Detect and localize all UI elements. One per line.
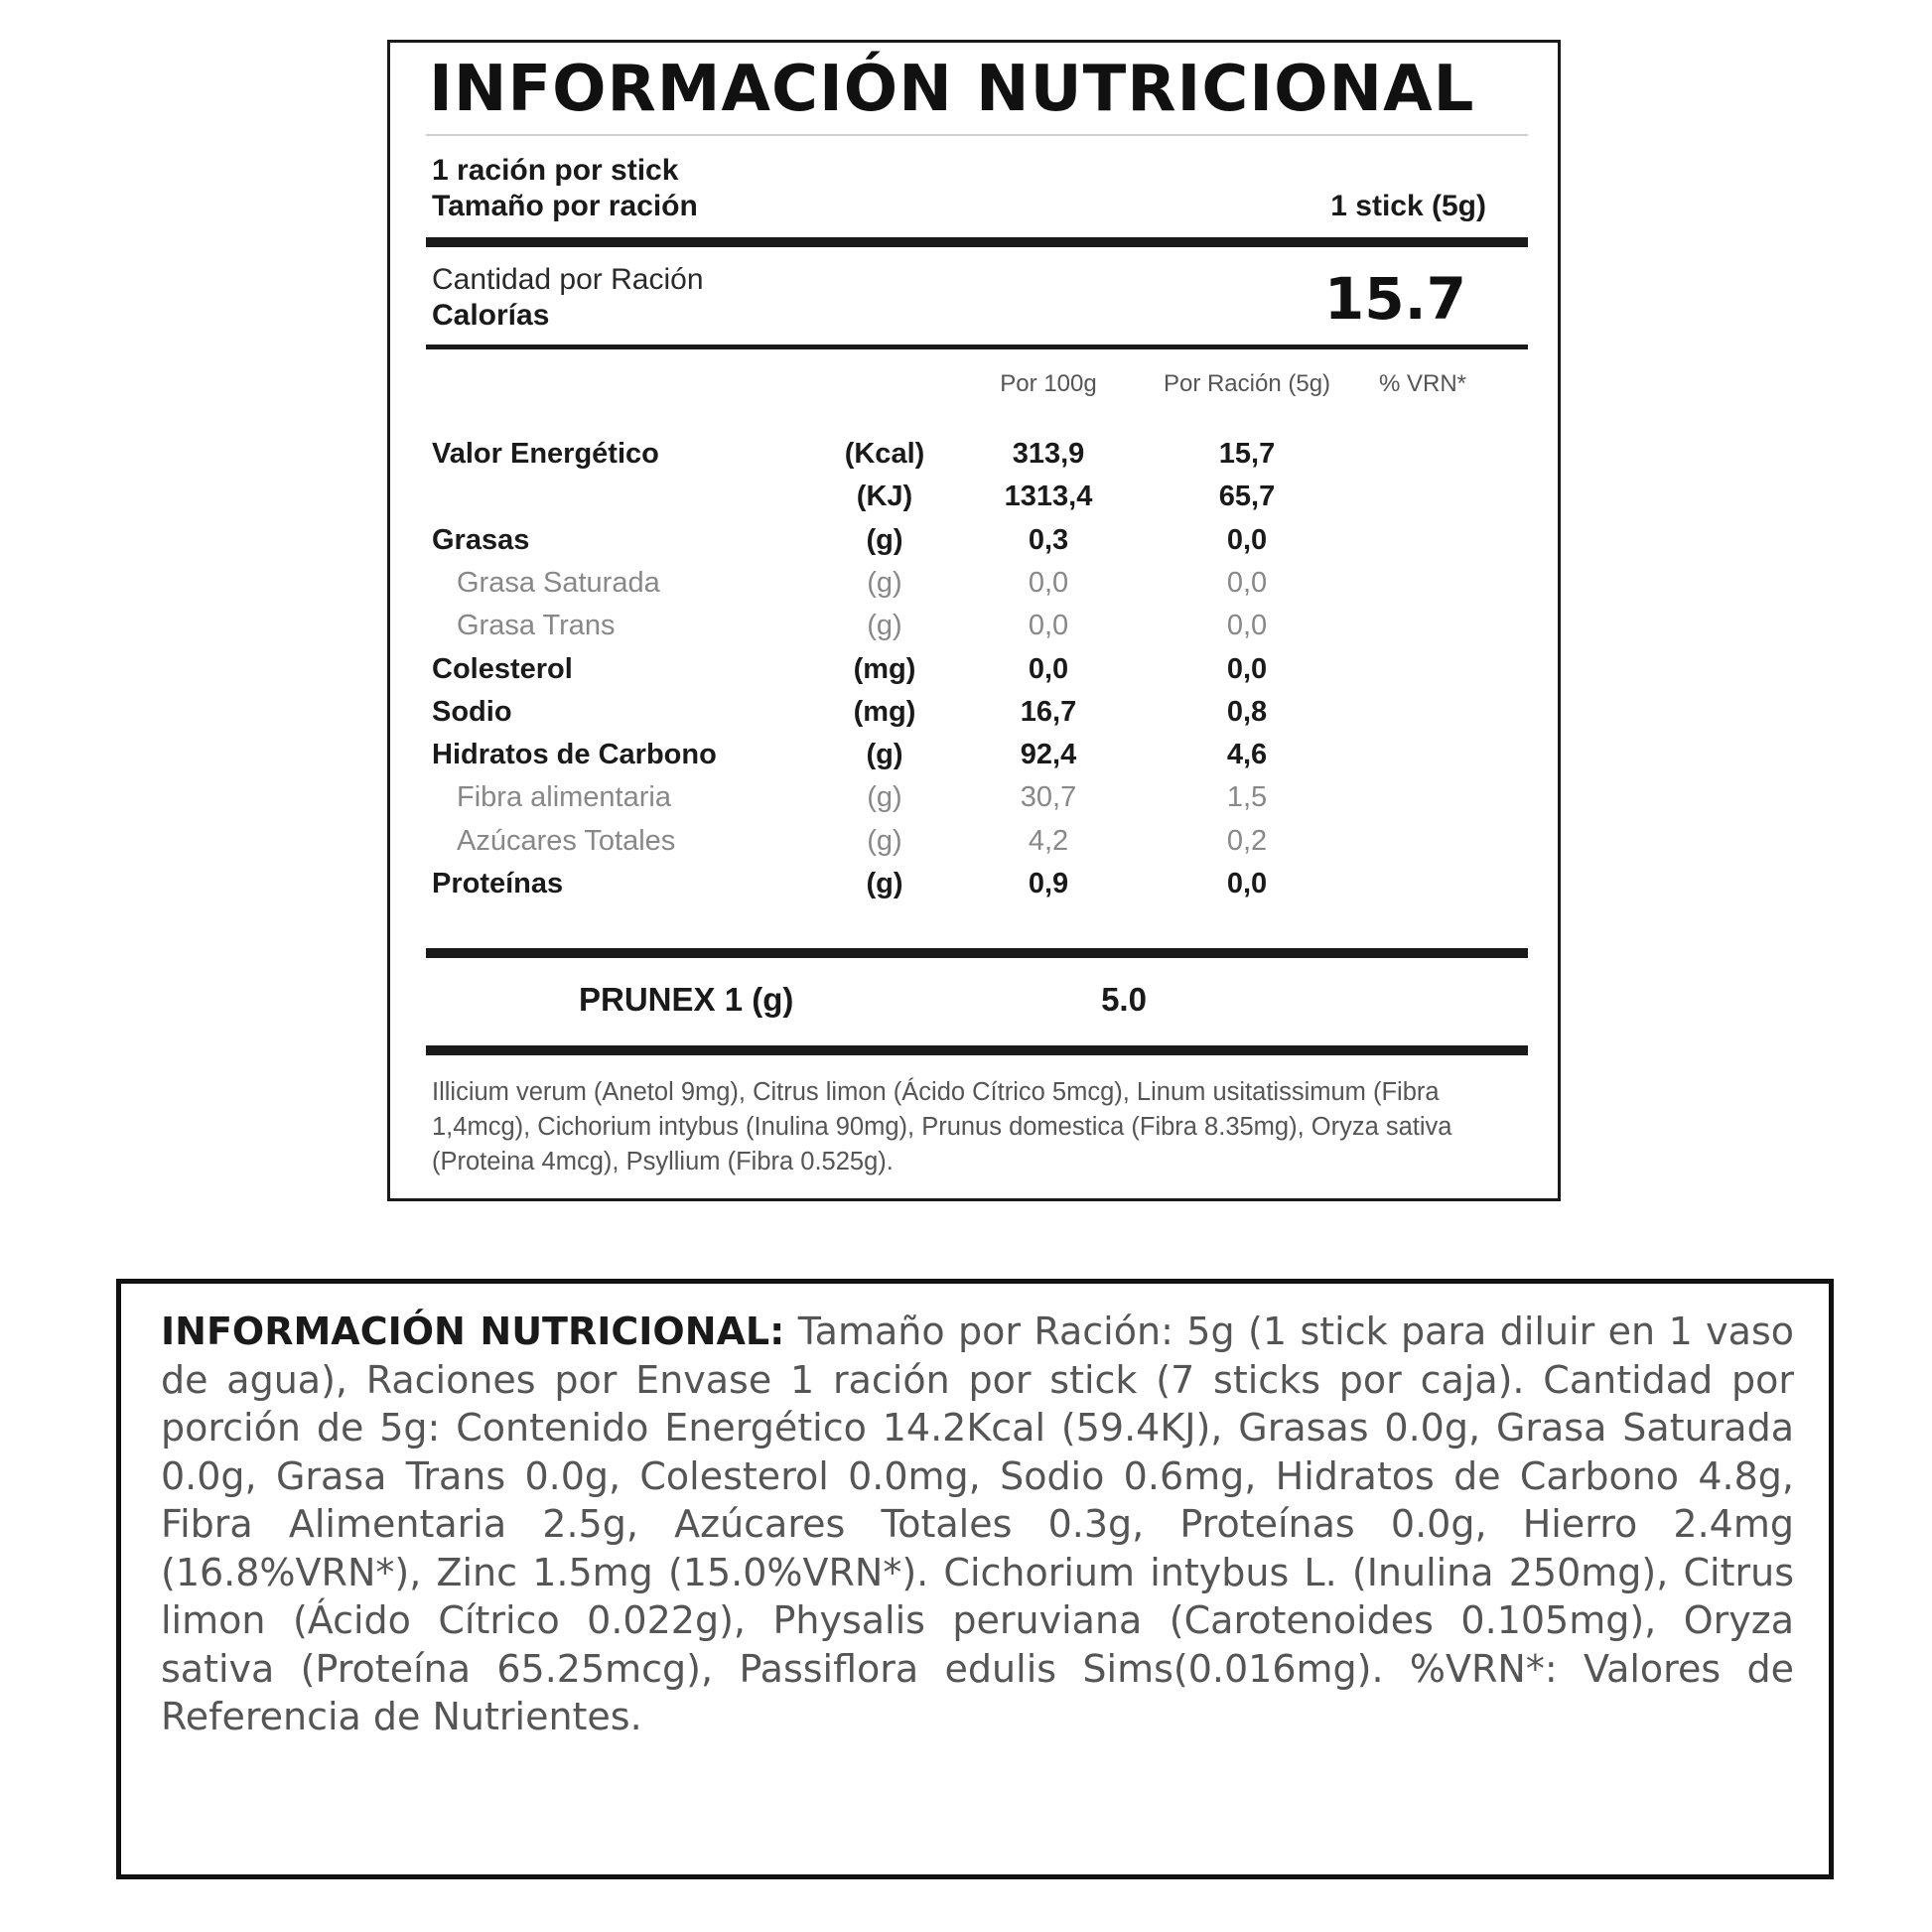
column-header-per100g: Por 100g — [1000, 370, 1097, 397]
nutrient-name: Valor Energético — [432, 438, 659, 470]
value-per-100g: 0,3 — [1028, 523, 1069, 556]
nutrient-unit: (g) — [866, 523, 903, 556]
nutrient-row — [390, 781, 1558, 821]
nutrient-unit: (g) — [867, 610, 902, 642]
serving-size-label: Tamaño por ración — [432, 190, 698, 222]
calories-divider — [426, 345, 1528, 349]
value-per-serving: 1,5 — [1226, 781, 1268, 814]
nutrient-row — [390, 825, 1558, 865]
value-per-serving: 0,0 — [1226, 652, 1268, 685]
prunex-bottom-divider — [426, 1045, 1528, 1055]
nutrient-row — [390, 481, 1558, 520]
text-box-body: Tamaño por Ración: 5g (1 stick para diluir en 1 vaso de agua), Raciones por Envase 1 ración por stick (7 sticks por caja). Cantidad por porción de 5g: Contenido Energético 14.2Kcal (59.4KJ), Grasas 0.0g, Grasa Saturada 0.0g, Grasa Trans 0.0g, Colesterol 0.0mg, Sodio 0.6mg, Hidratos de Carbono 4.8g, Fibra Alimentaria 2.5g, Azúcares Totales 0.3g, Proteínas 0.0g, Hierro 2.4mg (16.8%VRN*), Zinc 1.5mg (15.0%VRN*). Cichorium intybus L. (Inulina 250mg), Citrus limon (Ácido Cítrico 0.022g), Physalis peruviana (Carotenoides 0.105mg), Oryza sativa (Proteína 65.25mcg), Passiflora edulis Sims(0.016mg). %VRN*: Valores de Referencia de Nutrientes. — [161, 1310, 1794, 1738]
column-header-vrn: % VRN* — [1378, 370, 1467, 397]
value-per-serving: 15,7 — [1218, 438, 1276, 470]
nutrient-row — [390, 524, 1558, 564]
amount-per-serving-label: Cantidad por Ración — [432, 263, 704, 296]
value-per-serving: 0,0 — [1226, 610, 1268, 642]
nutrient-unit: (KJ) — [856, 481, 913, 513]
value-per-100g: 30,7 — [1020, 781, 1077, 814]
value-per-100g: 92,4 — [1020, 739, 1077, 771]
value-per-100g: 0,0 — [1028, 652, 1069, 685]
nutrient-name: Hidratos de Carbono — [432, 739, 717, 771]
text-box-heading: INFORMACIÓN NUTRICIONAL: — [161, 1310, 785, 1353]
nutrient-unit: (g) — [867, 566, 902, 599]
nutrient-row — [390, 653, 1558, 693]
value-per-serving: 0,0 — [1226, 868, 1268, 899]
value-per-100g: 16,7 — [1020, 695, 1077, 728]
nutrient-unit: (g) — [867, 781, 902, 814]
nutrient-row — [390, 610, 1558, 649]
nutrient-name: Grasas — [432, 523, 530, 556]
nutrient-row — [390, 438, 1558, 478]
thick-divider — [426, 237, 1528, 247]
nutrient-unit: (mg) — [853, 695, 916, 728]
value-per-serving: 65,7 — [1218, 481, 1276, 513]
nutrient-unit: (Kcal) — [844, 438, 925, 470]
value-per-serving: 0,0 — [1226, 566, 1268, 599]
nutrient-name: Fibra alimentaria — [457, 781, 671, 814]
nutrient-unit: (g) — [867, 824, 902, 857]
value-per-serving: 0,0 — [1226, 523, 1268, 556]
nutrient-unit: (g) — [866, 739, 903, 771]
value-per-serving: 4,6 — [1226, 739, 1268, 771]
nutrient-name: Proteínas — [432, 868, 564, 899]
nutrient-unit: (mg) — [853, 652, 916, 685]
nutrient-name: Azúcares Totales — [457, 824, 676, 857]
prunex-name: PRUNEX 1 (g) — [579, 981, 794, 1018]
value-per-100g: 313,9 — [1012, 438, 1085, 470]
title-divider — [426, 134, 1528, 136]
nutrient-name: Grasa Trans — [457, 610, 616, 642]
value-per-serving: 0,8 — [1226, 695, 1268, 728]
nutrient-row — [390, 868, 1558, 907]
ingredients-text: Illicium verum (Anetol 9mg), Citrus limon (Ácido Cítrico 5mcg), Linum usitatissimum (Fibra 1,4mcg), Cichorium intybus (Inulina 90mg), Prunus domestica (Fibra 8.35mg), Oryza sativa (Proteina 4mcg), Psyllium (Fibra 0.525g). — [432, 1078, 1452, 1175]
calories-value: 15.7 — [1323, 265, 1466, 333]
calories-label: Calorías — [432, 299, 550, 332]
servings-per-stick: 1 ración por stick — [432, 154, 679, 187]
value-per-100g: 0,9 — [1028, 868, 1069, 899]
nutrient-row — [390, 567, 1558, 607]
nutrition-facts-label — [387, 40, 1561, 1201]
nutrient-name: Grasa Saturada — [457, 566, 660, 599]
nutrient-row — [390, 739, 1558, 778]
prunex-top-divider — [426, 948, 1528, 958]
prunex-value: 5.0 — [1101, 981, 1147, 1018]
value-per-100g: 4,2 — [1028, 824, 1069, 857]
nutrition-text-box — [116, 1279, 1834, 1879]
value-per-100g: 0,0 — [1028, 610, 1069, 642]
value-per-100g: 1313,4 — [1004, 481, 1093, 513]
text-box-paragraph — [161, 1308, 1794, 1741]
nutrient-name: Colesterol — [432, 652, 573, 685]
serving-size-value: 1 stick (5g) — [1330, 190, 1486, 222]
nutrient-unit: (g) — [866, 868, 903, 899]
nutrient-name: Sodio — [432, 695, 512, 728]
nutrient-row — [390, 696, 1558, 736]
value-per-serving: 0,2 — [1226, 824, 1268, 857]
value-per-100g: 0,0 — [1028, 566, 1069, 599]
column-header-per-serving: Por Ración (5g) — [1163, 370, 1331, 397]
label-title: INFORMACIÓN NUTRICIONAL — [429, 53, 1475, 126]
